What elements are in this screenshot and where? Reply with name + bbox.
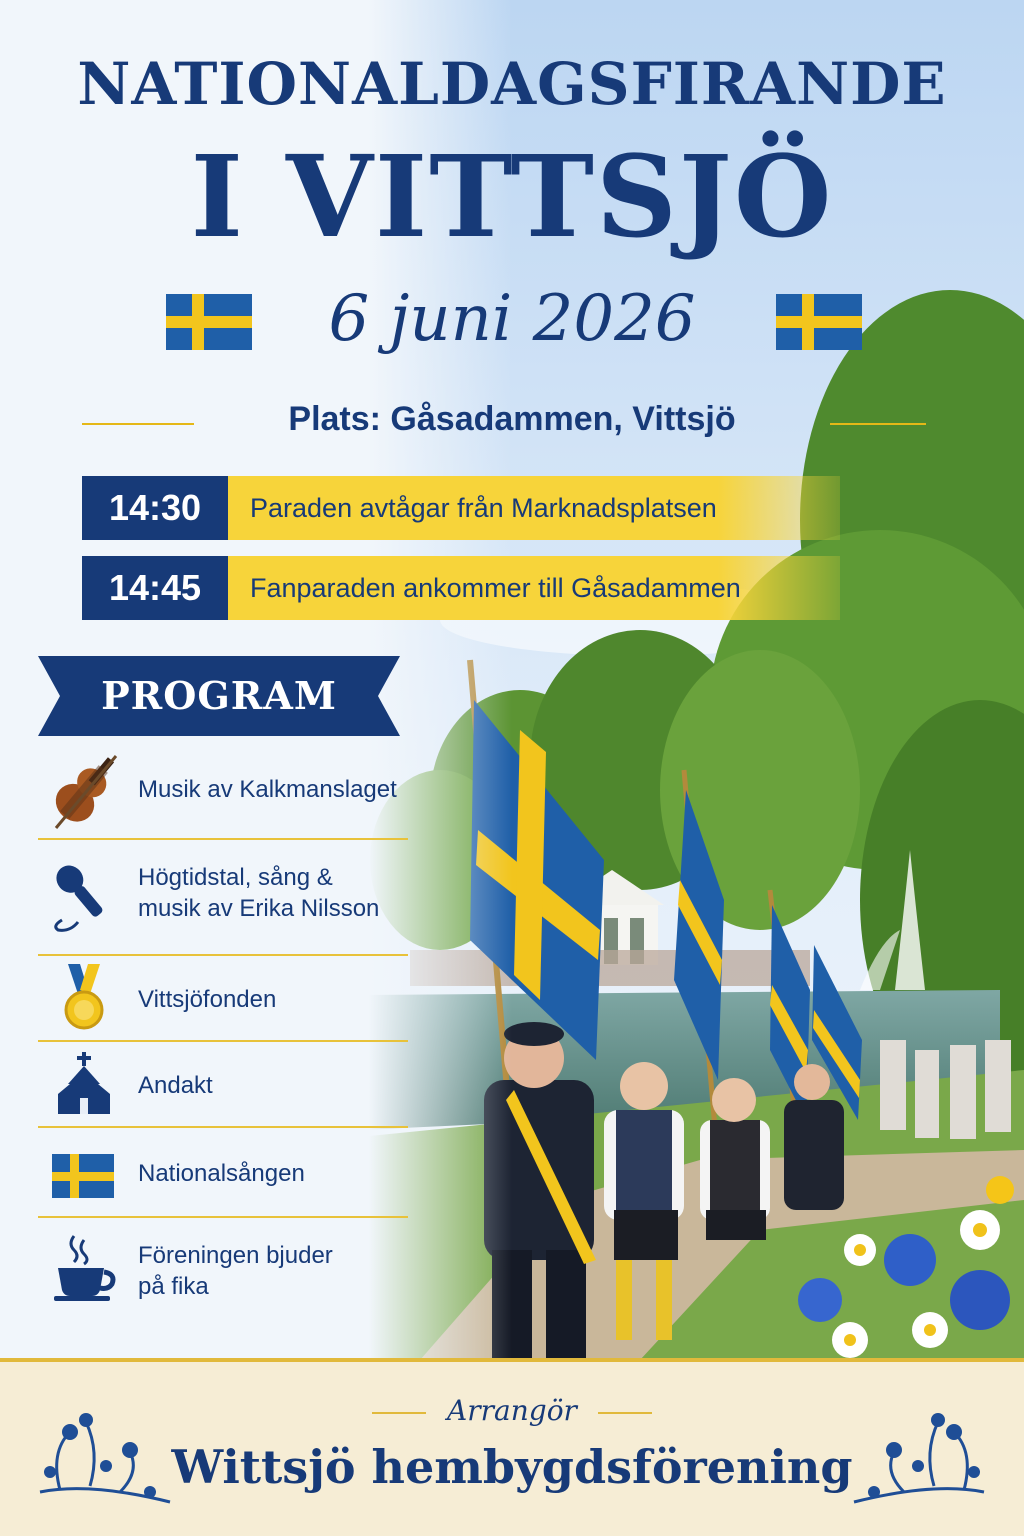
program-item-label: Vittsjöfonden — [138, 986, 277, 1013]
coffee-cup-icon — [48, 1232, 120, 1304]
schedule-description: Fanparaden ankommer till Gåsadammen — [228, 556, 840, 620]
place-row — [0, 400, 1024, 446]
program-item — [38, 840, 408, 956]
medal-icon — [48, 964, 120, 1036]
swedish-flag-icon — [48, 1140, 120, 1212]
program-item-label: Musik av Kalkmanslaget — [138, 776, 397, 803]
program-heading: PROGRAM — [101, 673, 337, 718]
floral-ornament-icon — [844, 1392, 994, 1512]
program-item-label — [138, 1240, 333, 1302]
program-item-label-line: musik av Erika Nilsson — [138, 895, 380, 922]
program-item — [38, 1218, 408, 1318]
divider-right — [830, 423, 926, 425]
schedule-time: 14:30 — [82, 476, 228, 540]
organizer-label: Arrangör — [447, 1394, 577, 1427]
program-item — [38, 956, 408, 1042]
title-line-1: NATIONALDAGSFIRANDE — [77, 50, 947, 118]
program-item-label-line: Högtidstal, sång & — [138, 864, 333, 891]
swedish-flag-icon — [776, 294, 862, 350]
place-text: Plats: Gåsadammen, Vittsjö — [288, 400, 736, 438]
schedule-row — [82, 476, 840, 540]
event-date: 6 juni 2026 — [328, 282, 696, 356]
schedule-row — [82, 556, 840, 620]
program-item-label-line: på fika — [138, 1273, 209, 1300]
organizer-name: Wittsjö hembygdsförening — [171, 1440, 853, 1494]
program-item — [38, 1128, 408, 1218]
program-banner — [38, 656, 400, 736]
schedule-description: Paraden avtågar från Marknadsplatsen — [228, 476, 840, 540]
violin-icon — [48, 748, 120, 820]
title-line-2: I VITTSJÖ — [190, 132, 834, 263]
program-item-label: Andakt — [138, 1072, 213, 1099]
microphone-icon — [48, 860, 120, 932]
program-item-label-line: Föreningen bjuder — [138, 1242, 333, 1269]
program-item-label — [138, 862, 379, 924]
schedule-time: 14:45 — [82, 556, 228, 620]
divider-right — [598, 1412, 652, 1414]
program-item — [38, 1042, 408, 1128]
date-row — [0, 282, 1024, 362]
program-item — [38, 744, 408, 840]
program-item-label: Nationalsången — [138, 1160, 305, 1187]
church-icon — [48, 1050, 120, 1122]
footer — [0, 1358, 1024, 1536]
